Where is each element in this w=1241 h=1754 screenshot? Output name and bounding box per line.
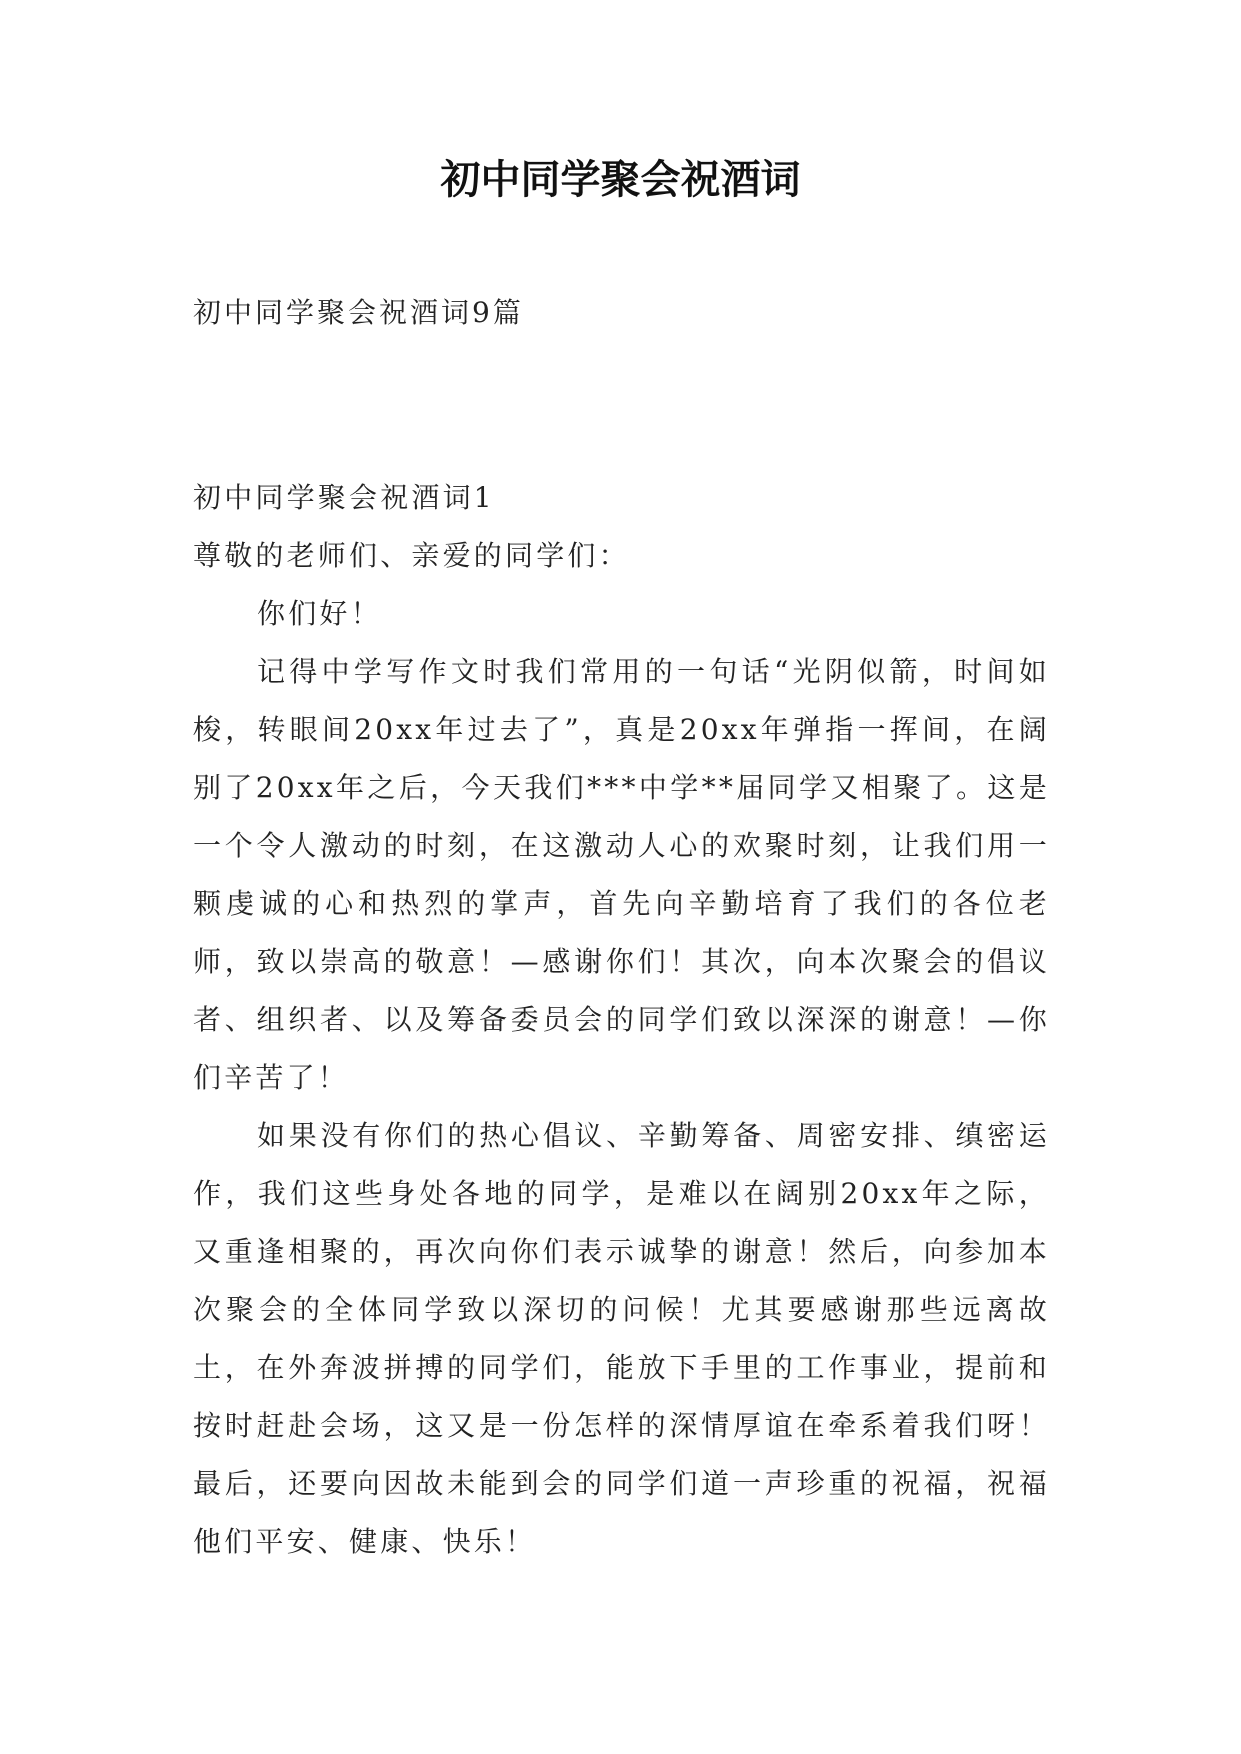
document-subtitle: 初中同学聚会祝酒词9篇 <box>193 296 524 329</box>
salutation: 尊敬的老师们、亲爱的同学们： <box>193 539 630 572</box>
page-title: 初中同学聚会祝酒词 <box>440 157 801 203</box>
document-body <box>193 469 1050 1571</box>
section-heading: 初中同学聚会祝酒词1 <box>193 481 495 514</box>
paragraph: 记得中学写作文时我们常用的一句话“光阴似箭，时间如梭，转眼间20xx年过去了”，真是20xx年弹指一挥间，在阔别了20xx年之后，今天我们***中学**届同学又相聚了。这是一个令人激动的时刻，在这激动人心的欢聚时刻，让我们用一颗虔诚的心和热烈的掌声，首先向辛勤培育了我们的各位老师，致以崇高的敬意！—感谢你们！其次，向本次聚会的倡议者、组织者、以及筹备委员会的同学们致以深深的谢意！—你们辛苦了！ <box>193 655 1050 1094</box>
paragraph: 如果没有你们的热心倡议、辛勤筹备、周密安排、缜密运作，我们这些身处各地的同学，是难以在阔别20xx年之际，又重逢相聚的，再次向你们表示诚挚的谢意！然后，向参加本次聚会的全体同学致以深切的问候！尤其要感谢那些远离故土，在外奔波拼搏的同学们，能放下手里的工作事业，提前和按时赶赴会场，这又是一份怎样的深情厚谊在牵系着我们呀！最后，还要向因故未能到会的同学们道一声珍重的祝福，祝福他们平安、健康、快乐！ <box>193 1119 1050 1558</box>
greeting: 你们好！ <box>257 597 382 630</box>
